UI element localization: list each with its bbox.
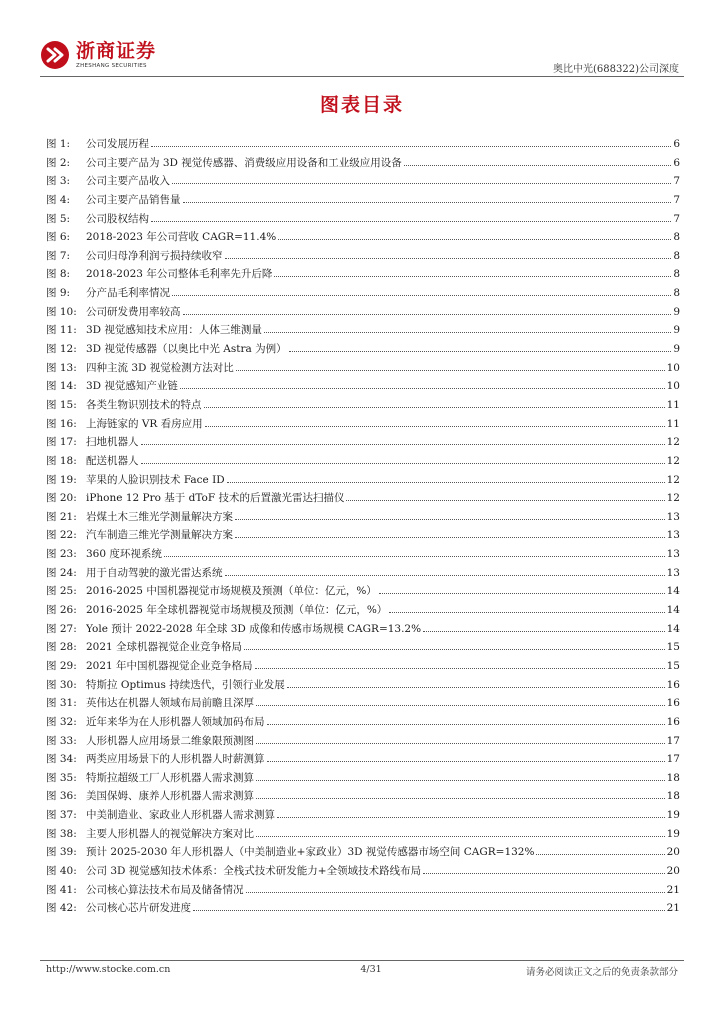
brand-name-en: ZHESHANG SECURITIES: [76, 63, 147, 69]
toc-entry-page: 13: [666, 529, 680, 542]
toc-entry-number: 图 40:: [46, 864, 77, 877]
toc-entry-page: 11: [666, 417, 680, 430]
toc-leader-dots: [404, 165, 672, 166]
toc-leader-dots: [225, 575, 665, 576]
figure-toc-list: [46, 136, 680, 919]
toc-leader-dots: [151, 146, 671, 147]
toc-entry-page: 13: [666, 510, 680, 523]
toc-entry-page: 8: [673, 268, 680, 281]
toc-leader-dots: [183, 202, 672, 203]
toc-entry[interactable]: [46, 453, 680, 472]
toc-leader-dots: [256, 836, 665, 837]
toc-entry[interactable]: [46, 472, 680, 491]
toc-leader-dots: [379, 593, 665, 594]
toc-entry[interactable]: [46, 733, 680, 752]
brand-logo: [40, 40, 190, 80]
toc-leader-dots: [164, 556, 665, 557]
toc-entry-number: 图 35:: [46, 771, 77, 784]
toc-leader-dots: [256, 743, 665, 744]
page-header: [0, 0, 724, 80]
toc-entry[interactable]: [46, 434, 680, 453]
toc-leader-dots: [289, 351, 672, 352]
toc-entry[interactable]: [46, 695, 680, 714]
toc-entry-number: 图 32:: [46, 715, 77, 728]
toc-leader-dots: [236, 370, 665, 371]
toc-entry-label: 3D 视觉感知产业链: [86, 380, 178, 393]
toc-entry-number: 图 8:: [46, 268, 71, 281]
toc-entry-label: 美国保姆、康养人形机器人需求测算: [86, 790, 254, 803]
toc-entry-label: 公司主要产品为 3D 视觉传感器、消费级应用设备和工业级应用设备: [86, 156, 402, 169]
toc-leader-dots: [235, 519, 665, 520]
toc-entry-page: 11: [666, 398, 680, 411]
toc-entry-label: 英伟达在机器人领域布局前瞻且深厚: [86, 697, 254, 710]
toc-entry-number: 图 28:: [46, 641, 77, 654]
toc-leader-dots: [389, 612, 664, 613]
toc-entry-number: 图 14:: [46, 380, 77, 393]
toc-leader-dots: [183, 314, 672, 315]
toc-entry-label: 近年来华为在人形机器人领域加码布局: [86, 715, 265, 728]
toc-entry-page: 16: [666, 715, 680, 728]
toc-leader-dots: [204, 407, 665, 408]
toc-entry-page: 17: [666, 734, 680, 747]
toc-entry-label: 各类生物识别技术的特点: [86, 398, 202, 411]
toc-entry-page: 7: [673, 212, 680, 225]
toc-entry[interactable]: [46, 322, 680, 341]
toc-leader-dots: [423, 873, 665, 874]
toc-entry[interactable]: [46, 192, 680, 211]
toc-leader-dots: [256, 798, 665, 799]
toc-entry[interactable]: [46, 490, 680, 509]
toc-entry-number: 图 1:: [46, 138, 71, 150]
toc-entry-label: 2016-2025 年全球机器视觉市场规模及预测（单位：亿元，%）: [86, 604, 388, 617]
toc-leader-dots: [151, 221, 671, 222]
toc-entry[interactable]: [46, 229, 680, 248]
toc-entry-label: 人形机器人应用场景二维象限预测图: [86, 734, 254, 747]
header-divider: [40, 76, 684, 77]
toc-entry-page: 15: [666, 641, 680, 654]
toc-entry-label: 公司核心芯片研发进度: [86, 902, 191, 915]
toc-entry[interactable]: [46, 378, 680, 397]
toc-entry-label: 用于自动驾驶的激光雷达系统: [86, 566, 223, 579]
toc-entry-number: 图 4:: [46, 193, 71, 206]
toc-entry-number: 图 26:: [46, 604, 77, 617]
toc-leader-dots: [278, 239, 671, 240]
toc-leader-dots: [180, 388, 665, 389]
toc-entry[interactable]: [46, 770, 680, 789]
toc-entry-number: 图 6:: [46, 231, 71, 244]
toc-entry-label: 四种主流 3D 视觉检测方法对比: [86, 361, 234, 374]
toc-entry-number: 图 31:: [46, 697, 77, 710]
toc-leader-dots: [172, 295, 671, 296]
toc-entry-label: 公司核心算法技术布局及储备情况: [86, 883, 244, 896]
toc-leader-dots: [246, 892, 665, 893]
toc-entry-page: 19: [666, 809, 680, 822]
toc-entry-label: 预计 2025-2030 年人形机器人（中美制造业+家政业）3D 视觉传感器市场空间 CAGR=132%: [86, 846, 535, 859]
toc-entry[interactable]: [46, 416, 680, 435]
toc-entry[interactable]: [46, 248, 680, 267]
toc-entry-page: 6: [673, 138, 680, 150]
toc-entry[interactable]: [46, 527, 680, 546]
toc-entry-page: 21: [666, 883, 680, 896]
toc-entry-page: 21: [666, 902, 680, 915]
toc-leader-dots: [244, 649, 665, 650]
toc-entry[interactable]: [46, 173, 680, 192]
toc-entry-number: 图 7:: [46, 249, 71, 262]
page-title: 图表目录: [319, 94, 404, 116]
toc-entry-page: 19: [666, 827, 680, 840]
footer-url[interactable]: http://www.stocke.com.cn: [46, 964, 171, 975]
toc-entry-page: 14: [666, 604, 680, 617]
toc-entry[interactable]: [46, 677, 680, 696]
toc-entry-label: 公司归母净利润亏损持续收窄: [86, 249, 223, 262]
toc-entry-number: 图 24:: [46, 566, 77, 579]
toc-entry[interactable]: [46, 621, 680, 640]
toc-entry-label: 公司主要产品收入: [86, 175, 170, 188]
toc-entry-page: 18: [666, 771, 680, 784]
toc-entry-page: 17: [666, 753, 680, 766]
toc-entry-page: 14: [666, 585, 680, 598]
toc-entry-number: 图 38:: [46, 827, 77, 840]
toc-entry[interactable]: [46, 397, 680, 416]
toc-entry[interactable]: [46, 155, 680, 174]
toc-leader-dots: [255, 668, 665, 669]
toc-entry-label: 公司研发费用率较高: [86, 305, 181, 318]
toc-leader-dots: [256, 780, 665, 781]
toc-entry[interactable]: [46, 285, 680, 304]
toc-entry-page: 20: [666, 846, 680, 859]
toc-entry-number: 图 42:: [46, 902, 77, 915]
toc-entry-label: 扫地机器人: [86, 436, 139, 449]
toc-entry-page: 14: [666, 622, 680, 635]
toc-entry-label: 汽车制造三维光学测量解决方案: [86, 529, 233, 542]
toc-leader-dots: [267, 761, 665, 762]
toc-entry-label: 公司发展历程: [86, 138, 149, 150]
toc-leader-dots: [346, 500, 664, 501]
toc-entry-number: 图 34:: [46, 753, 77, 766]
toc-leader-dots: [227, 482, 665, 483]
toc-entry-number: 图 18:: [46, 454, 77, 467]
toc-entry-page: 9: [673, 305, 680, 318]
toc-leader-dots: [267, 724, 665, 725]
toc-entry-label: 公司 3D 视觉感知技术体系：全栈式技术研发能力+全领域技术路线布局: [86, 864, 422, 877]
toc-entry[interactable]: [46, 714, 680, 733]
toc-entry[interactable]: [46, 304, 680, 323]
toc-leader-dots: [141, 444, 665, 445]
toc-entry-page: 18: [666, 790, 680, 803]
toc-entry-number: 图 9:: [46, 287, 71, 300]
toc-entry-page: 16: [666, 678, 680, 691]
page-number: 4/31: [360, 964, 382, 975]
toc-leader-dots: [172, 183, 671, 184]
toc-entry[interactable]: [46, 546, 680, 565]
toc-entry-number: 图 25:: [46, 585, 77, 598]
toc-entry-number: 图 39:: [46, 846, 77, 859]
toc-entry[interactable]: [46, 136, 680, 155]
toc-entry-number: 图 3:: [46, 175, 71, 188]
toc-leader-dots: [205, 426, 665, 427]
toc-entry[interactable]: [46, 826, 680, 845]
footer-divider: [40, 960, 684, 961]
toc-entry-label: 2021 全球机器视觉企业竞争格局: [86, 641, 243, 654]
toc-entry-page: 13: [666, 566, 680, 579]
toc-entry[interactable]: [46, 509, 680, 528]
toc-entry[interactable]: [46, 882, 680, 901]
toc-entry-page: 12: [666, 454, 680, 467]
toc-entry[interactable]: [46, 900, 680, 919]
toc-leader-dots: [225, 258, 672, 259]
report-title: 奥比中光(688322)公司深度: [553, 64, 679, 75]
toc-entry-page: 8: [673, 231, 680, 244]
toc-entry-number: 图 37:: [46, 809, 77, 822]
brand-name-cn: 浙商证券: [76, 40, 157, 62]
toc-leader-dots: [264, 332, 671, 333]
toc-entry-label: 中美制造业、家政业人形机器人需求测算: [86, 809, 275, 822]
toc-leader-dots: [277, 817, 665, 818]
toc-leader-dots: [256, 705, 665, 706]
toc-leader-dots: [287, 687, 665, 688]
toc-entry-page: 12: [666, 492, 680, 505]
toc-entry-page: 12: [666, 436, 680, 449]
toc-entry-number: 图 12:: [46, 343, 77, 356]
toc-leader-dots: [193, 910, 665, 911]
toc-entry-number: 图 21:: [46, 510, 77, 523]
toc-entry-label: 配送机器人: [86, 454, 139, 467]
toc-leader-dots: [423, 631, 665, 632]
toc-entry-number: 图 27:: [46, 622, 77, 635]
toc-entry-label: 公司股权结构: [86, 212, 149, 225]
toc-entry-number: 图 15:: [46, 398, 77, 411]
toc-entry-number: 图 17:: [46, 436, 77, 449]
toc-entry-number: 图 5:: [46, 212, 71, 225]
toc-entry-number: 图 22:: [46, 529, 77, 542]
toc-leader-dots: [235, 537, 665, 538]
toc-entry-number: 图 10:: [46, 305, 77, 318]
toc-entry-label: 上海链家的 VR 看房应用: [86, 417, 203, 430]
toc-entry-number: 图 13:: [46, 361, 77, 374]
toc-entry-page: 13: [666, 548, 680, 561]
toc-entry[interactable]: [46, 341, 680, 360]
toc-leader-dots: [274, 276, 671, 277]
toc-entry-label: 岩煤土木三维光学测量解决方案: [86, 510, 233, 523]
toc-entry-page: 20: [666, 864, 680, 877]
toc-entry-label: 3D 视觉感知技术应用：人体三维测量: [86, 324, 262, 337]
toc-entry-label: 分产品毛利率情况: [86, 287, 170, 300]
toc-entry-label: 公司主要产品销售量: [86, 193, 181, 206]
toc-entry-page: 6: [673, 156, 680, 169]
toc-entry-number: 图 30:: [46, 678, 77, 691]
toc-entry-label: 主要人形机器人的视觉解决方案对比: [86, 827, 254, 840]
toc-entry-page: 7: [673, 193, 680, 206]
toc-entry-number: 图 2:: [46, 156, 71, 169]
brand-logo-icon: [40, 40, 70, 70]
toc-leader-dots: [141, 463, 665, 464]
toc-entry[interactable]: [46, 658, 680, 677]
toc-entry-number: 图 16:: [46, 417, 77, 430]
toc-entry-label: 2018-2023 年公司营收 CAGR=11.4%: [86, 231, 277, 244]
toc-entry-number: 图 19:: [46, 473, 77, 486]
toc-entry-page: 7: [673, 175, 680, 188]
toc-entry[interactable]: [46, 211, 680, 230]
toc-entry[interactable]: [46, 863, 680, 882]
toc-entry[interactable]: [46, 751, 680, 770]
toc-entry[interactable]: [46, 788, 680, 807]
toc-entry[interactable]: [46, 844, 680, 863]
toc-entry-number: 图 11:: [46, 324, 77, 337]
toc-entry-label: iPhone 12 Pro 基于 dToF 技术的后置激光雷达扫描仪: [86, 492, 345, 505]
toc-entry-number: 图 23:: [46, 548, 77, 561]
toc-entry-label: Yole 预计 2022-2028 年全球 3D 成像和传感市场规模 CAGR=13.2%: [86, 622, 422, 635]
toc-entry-page: 9: [673, 343, 680, 356]
toc-entry-page: 16: [666, 697, 680, 710]
toc-entry-label: 2018-2023 年公司整体毛利率先升后降: [86, 268, 273, 281]
toc-entry[interactable]: [46, 807, 680, 826]
toc-entry[interactable]: [46, 266, 680, 285]
toc-entry-label: 3D 视觉传感器（以奥比中光 Astra 为例）: [86, 343, 287, 356]
toc-entry[interactable]: [46, 602, 680, 621]
toc-entry[interactable]: [46, 565, 680, 584]
toc-entry-number: 图 41:: [46, 883, 77, 896]
toc-entry-page: 8: [673, 287, 680, 300]
toc-entry-label: 特斯拉超级工厂人形机器人需求测算: [86, 771, 254, 784]
toc-entry-page: 15: [666, 659, 680, 672]
toc-leader-dots: [536, 854, 664, 855]
toc-entry-page: 9: [673, 324, 680, 337]
toc-entry-number: 图 36:: [46, 790, 77, 803]
toc-entry-page: 10: [666, 361, 680, 374]
toc-entry-label: 2016-2025 中国机器视觉市场规模及预测（单位：亿元，%）: [86, 585, 377, 598]
toc-entry-page: 10: [666, 380, 680, 393]
toc-entry-number: 图 29:: [46, 659, 77, 672]
toc-entry-page: 12: [666, 473, 680, 486]
disclaimer-note: 请务必阅读正文之后的免责条款部分: [525, 967, 678, 978]
toc-entry[interactable]: [46, 360, 680, 379]
toc-entry-label: 360 度环视系统: [86, 548, 162, 561]
toc-entry[interactable]: [46, 639, 680, 658]
toc-entry[interactable]: [46, 583, 680, 602]
toc-entry-label: 2021 年中国机器视觉企业竞争格局: [86, 659, 253, 672]
toc-entry-label: 两类应用场景下的人形机器人时薪测算: [86, 753, 265, 766]
toc-entry-page: 8: [673, 249, 680, 262]
toc-entry-number: 图 20:: [46, 492, 77, 505]
toc-entry-number: 图 33:: [46, 734, 77, 747]
toc-entry-label: 特斯拉 Optimus 持续迭代，引领行业发展: [86, 678, 285, 691]
toc-entry-label: 苹果的人脸识别技术 Face ID: [86, 473, 225, 486]
